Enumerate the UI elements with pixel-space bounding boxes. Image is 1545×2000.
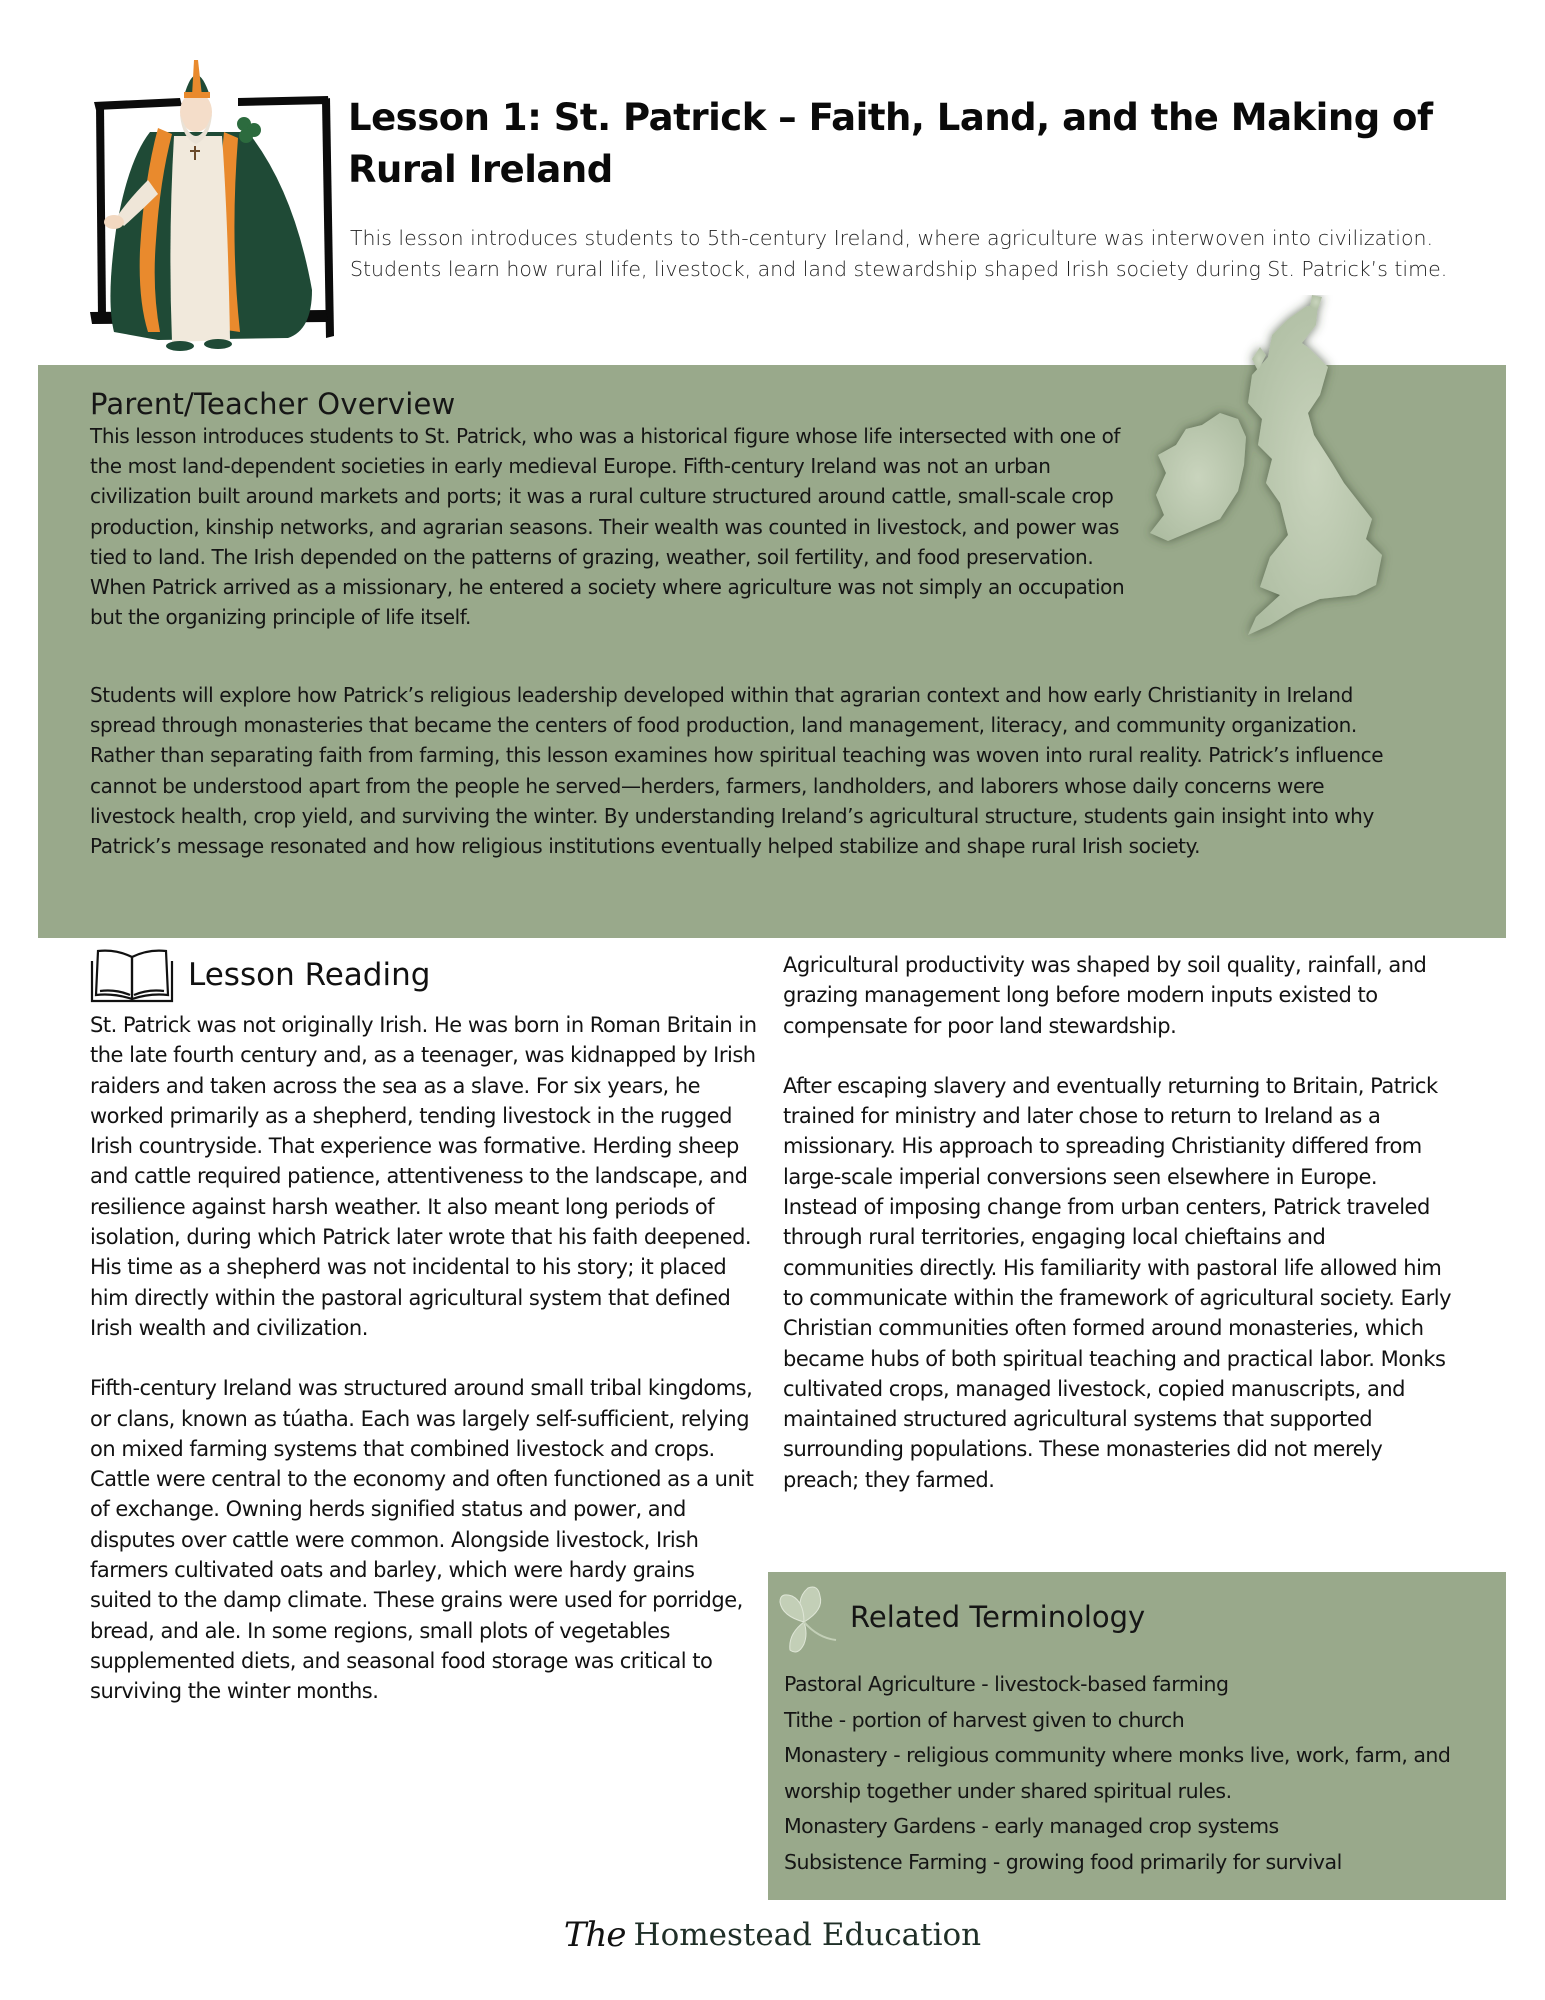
term-item: Tithe - portion of harvest given to church bbox=[784, 1707, 1185, 1732]
reading-column-right bbox=[783, 950, 1453, 1525]
reading-paragraph: Fifth-century Ireland was structured around small tribal kingdoms, or clans, known as túatha. Each was largely self-sufficient, relying on mixed farming systems that combined livestock and crops. Cattle were central to the economy and often functioned as a unit of exchange. Owning herds signified status and power, and disputes over cattle were common. Alongside livestock, Irish farmers cultivated oats and barley, which were hardy grains suited to the damp climate. These grains were used for porridge, bread, and ale. In some regions, small plots of vegetables supplemented diets, and seasonal food storage was critical to surviving the winter months. bbox=[90, 1376, 754, 1704]
lesson-reading-header bbox=[90, 945, 430, 1005]
lesson-reading-title: Lesson Reading bbox=[188, 957, 431, 993]
term-item: Monastery - religious community where monks live, work, farm, and worship together under shared spiritual rules. bbox=[784, 1743, 1451, 1803]
terminology-list bbox=[784, 1667, 1494, 1880]
term-item: Subsistence Farming - growing food primarily for survival bbox=[784, 1849, 1342, 1874]
shamrock-icon bbox=[774, 1582, 840, 1658]
overview-title: Parent/Teacher Overview bbox=[90, 387, 456, 421]
brand-script: The bbox=[563, 1915, 626, 1955]
reading-paragraph: St. Patrick was not originally Irish. He was born in Roman Britain in the late fourth century and, as a teenager, was kidnapped by Irish raiders and taken across the sea as a slave. For six years, he worked primarily as a shepherd, tending livestock in the rugged Irish countryside. That experience was formative. Herding sheep and cattle required patience, attentiveness to the landscape, and resilience against harsh weather. It also meant long periods of isolation, during which Patrick later wrote that his faith deepened. His time as a shepherd was not incidental to his story; it placed him directly within the pastoral agricultural system that defined Irish wealth and civilization. bbox=[90, 1013, 757, 1340]
terminology-title: Related Terminology bbox=[850, 1600, 1146, 1634]
st-patrick-illustration bbox=[88, 40, 338, 355]
overview-paragraph: Students will explore how Patrick’s religious leadership developed within that agrarian context and how early Christianity in Ireland spread through monasteries that became the centers of food production, land management, literacy, and community organization. Rather than separating faith from farming, this lesson examines how spiritual teaching was woven into rural reality. Patrick’s influence cannot be understood apart from the people he served—herders, farmers, landholders, and laborers whose daily concerns were livestock health, crop yield, and surviving the winter. By understanding Ireland’s agricultural structure, students gain insight into why Patrick’s message resonated and how religious institutions eventually helped stabilize and shape rural Irish society. bbox=[90, 683, 1384, 859]
lesson-intro: This lesson introduces students to 5th-century Ireland, where agriculture was interwoven into civilization. Students learn how rural life, livestock, and land stewardship shaped Irish society during St. Patrick’s time. bbox=[350, 226, 1448, 281]
brand-name: Homestead Education bbox=[633, 1917, 982, 1953]
term-item: Monastery Gardens - early managed crop systems bbox=[784, 1814, 1279, 1838]
page-title: Lesson 1: St. Patrick – Faith, Land, and the Making of Rural Ireland bbox=[348, 96, 1433, 191]
reading-column-left bbox=[90, 1010, 762, 1737]
footer-brand bbox=[0, 1900, 1545, 1970]
british-isles-map-icon bbox=[1120, 295, 1450, 685]
reading-paragraph: After escaping slavery and eventually returning to Britain, Patrick trained for ministry and later chose to return to Ireland as a missionary. His approach to spreading Christianity differed from large-scale imperial conversions seen elsewhere in Europe. Instead of imposing change from urban centers, Patrick traveled through rural territories, engaging local chieftains and communities directly. His familiarity with pastoral life allowed him to communicate within the framework of agricultural society. Early Christian communities often formed around monasteries, which became hubs of both spiritual teaching and practical labor. Monks cultivated crops, managed livestock, copied manuscripts, and maintained structured agricultural systems that supported surrounding populations. These monasteries did not merely preach; they farmed. bbox=[783, 1073, 1452, 1492]
term-item: Pastoral Agriculture - livestock-based farming bbox=[784, 1672, 1229, 1696]
open-book-icon bbox=[90, 947, 174, 1003]
related-terminology bbox=[768, 1572, 1506, 1900]
overview-paragraph: This lesson introduces students to St. Patrick, who was a historical figure whose life intersected with one of the most land-dependent societies in early medieval Europe. Fifth-century Ireland was not an urban civilization built around markets and ports; it was a rural culture structured around cattle, small-scale crop production, kinship networks, and agrarian seasons. Their wealth was counted in livestock, and power was tied to land. The Irish depended on the patterns of grazing, weather, soil fertility, and food preservation. When Patrick arrived as a missionary, he entered a society where agriculture was not simply an occupation but the organizing principle of life itself. bbox=[90, 424, 1125, 630]
reading-paragraph: Agricultural productivity was shaped by soil quality, rainfall, and grazing management long before modern inputs existed to compensate for poor land stewardship. bbox=[783, 953, 1427, 1038]
